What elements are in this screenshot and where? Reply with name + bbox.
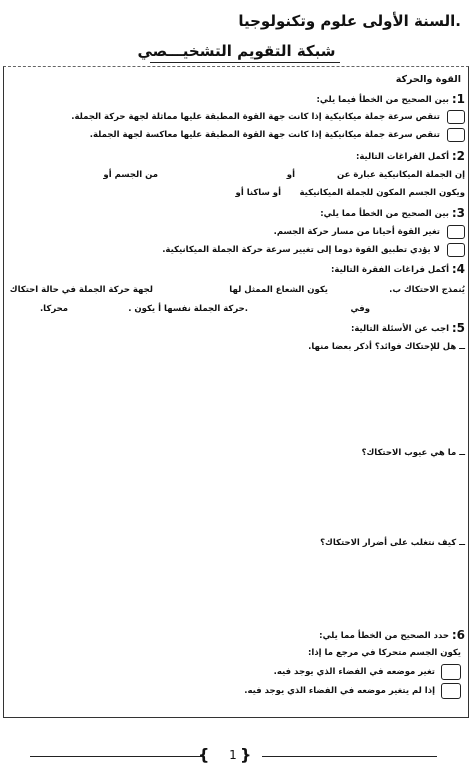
q2-line1-part3: من الجسم أو [103, 170, 158, 180]
q4-prompt: أكمل فراغات الفقرة التالية: [331, 265, 449, 275]
q6-number: 6: [451, 628, 465, 642]
q4-line1-part2: يكون الشعاع الممثل لها [229, 285, 328, 295]
q5-question-3: ــ كيف نتغلب على أضرار الاحتكاك؟ [320, 538, 465, 548]
q3-answer-box-1[interactable] [447, 225, 465, 239]
content-frame [3, 66, 469, 718]
q1-item-2: تنقص سرعة جملة ميكانيكية إذا كانت جهة القوة المطبقة عليها معاكسة لجهة الجملة. [89, 130, 440, 140]
q2-prompt: أكمل الفراغات التالية: [355, 152, 449, 162]
q4-line2-part4: محركا. [39, 304, 68, 314]
footer-rule-left [30, 756, 202, 757]
q6-item-1: تغير موضعه في الفضاء الذي يوجد فيه. [273, 667, 435, 677]
q4-line1-part3: لجهة حركة الجملة في حالة احتكاك [9, 285, 153, 295]
q5-question-1: ــ هل للإحتكاك فوائد؟ أذكر بعضا منها. [308, 342, 465, 352]
q1-item-1: تنقص سرعة جملة ميكانيكية إذا كانت جهة القوة المطبقة عليها مماثلة لجهة حركة الجملة. [71, 112, 440, 122]
footer-brace-left: { [198, 745, 210, 764]
header-title: .السنة الأولى علوم وتكنولوجيا [238, 12, 461, 30]
q5-number: 5: [451, 321, 465, 335]
q4-line1-part1: يُنمذج الاحتكاك ب. [389, 285, 465, 295]
q5-question-2: ــ ما هي عيوب الاحتكاك؟ [361, 448, 465, 458]
sub-title-underline [150, 62, 340, 63]
sub-title: شبكة التقويم التشخيـــصي [137, 42, 336, 60]
q4-line2-part2: .حركة الجملة نفسها [164, 304, 248, 314]
q4-line2-part3: أ يكون . [128, 304, 161, 314]
q2-line2-part1: ويكون الجسم المكون للجملة الميكانيكية [299, 188, 465, 198]
q3-number: 3: [451, 206, 465, 220]
q1-answer-box-2[interactable] [447, 128, 465, 142]
footer-rule-right [262, 756, 437, 757]
q1-answer-box-1[interactable] [447, 110, 465, 124]
q3-prompt: بين الصحيح من الخطأ مما يلي: [320, 209, 449, 219]
q6-item-2: إذا لم يتغير موضعه في الفضاء الذي يوجد فيه. [244, 686, 435, 696]
q6-prompt: حدد الصحيح من الخطأ مما يلي: [319, 631, 449, 641]
q5-prompt: اجب عن الأسئلة التالية: [350, 324, 449, 334]
q4-line2-part1: وفي [350, 304, 370, 314]
footer-brace-right: } [240, 745, 252, 764]
q1-number: 1: [451, 92, 465, 106]
q2-line1-part1: إن الجملة الميكانيكية عبارة عن [336, 170, 465, 180]
q6-stem: يكون الجسم متحركا في مرجع ما إذا: [308, 648, 461, 658]
q6-answer-box-1[interactable] [441, 664, 461, 680]
q2-line1-part2: أو [286, 170, 295, 180]
q2-line2-part2: أو ساكنا أو [235, 188, 281, 198]
q6-answer-box-2[interactable] [441, 683, 461, 699]
topic-heading: القوة والحركة [395, 74, 461, 85]
q1-prompt: بين الصحيح من الخطأ فيما يلي: [316, 95, 449, 105]
q3-answer-box-2[interactable] [447, 243, 465, 257]
q4-number: 4: [451, 262, 465, 276]
q3-item-2: لا يؤدي تطبيق القوة دوما إلى تغيير سرعة حركة الجملة الميكانيكية. [162, 245, 440, 255]
q2-number: 2: [451, 149, 465, 163]
page-number: 1 [229, 748, 237, 762]
q3-item-1: تغير القوة أحيانا من مسار حركة الجسم. [273, 227, 440, 237]
